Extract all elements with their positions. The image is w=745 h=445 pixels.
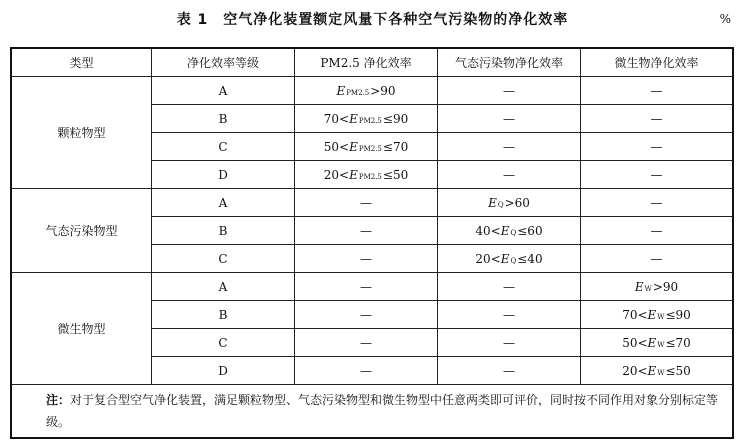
upper-bound: ≤90 [665,307,691,322]
grade-cell: A [152,77,295,105]
upper-bound: >60 [504,195,530,210]
efficiency-cell [295,245,438,273]
efficiency-cell [295,133,438,161]
dash: — [360,195,372,210]
dash: — [360,363,372,378]
unit-label: % [719,12,731,26]
dash: — [503,111,515,126]
subscript: PM2.5 [358,144,382,153]
dash: — [360,279,372,294]
subscript: Q [497,200,504,209]
dash: — [503,363,515,378]
header-gas: 气态污染物净化效率 [438,48,581,77]
symbol-e: E [647,335,657,350]
grade-cell: D [152,161,295,189]
symbol-e: E [647,363,657,378]
efficiency-cell [438,189,581,217]
efficiency-cell [581,273,734,301]
header-pm25: PM2.5 净化效率 [295,48,438,77]
grade-cell: C [152,245,295,273]
type-cell: 颗粒物型 [11,77,152,189]
grade-cell: B [152,105,295,133]
grade-cell: B [152,301,295,329]
lower-bound: 20< [323,167,350,182]
grade-cell: C [152,329,295,357]
efficiency-cell [581,161,734,189]
lower-bound: 50< [622,335,648,350]
grade-cell: C [152,133,295,161]
efficiency-cell [295,273,438,301]
upper-bound: ≤60 [517,223,543,238]
lower-bound: 20< [475,251,501,266]
dash: — [650,111,663,126]
dash: — [503,139,515,154]
symbol-e: E [634,279,644,294]
dash: — [503,307,515,322]
upper-bound: ≤70 [382,139,409,154]
header-row [11,48,733,77]
dash: — [503,167,515,182]
efficiency-cell [438,161,581,189]
dash: — [650,83,663,98]
dash: — [360,251,372,266]
efficiency-cell [581,329,734,357]
efficiency-cell [581,217,734,245]
efficiency-cell [295,77,438,105]
efficiency-cell [581,357,734,385]
header-microbe: 微生物净化效率 [581,48,734,77]
efficiency-cell [438,329,581,357]
lower-bound: 70< [622,307,648,322]
efficiency-cell [581,77,734,105]
note-cell [11,385,733,439]
grade-cell: B [152,217,295,245]
efficiency-cell [295,189,438,217]
dash: — [503,83,515,98]
dash: — [650,223,663,238]
symbol-e: E [500,251,510,266]
subscript: Q [510,256,517,265]
upper-bound: ≤90 [382,111,409,126]
dash: — [503,335,515,350]
symbol-e: E [349,139,358,154]
grade-cell: D [152,357,295,385]
upper-bound: ≤50 [382,167,409,182]
efficiency-cell [438,217,581,245]
symbol-e: E [500,223,510,238]
efficiency-cell [438,133,581,161]
upper-bound: ≤50 [665,363,691,378]
table-row [11,189,733,217]
efficiency-cell [438,273,581,301]
grade-cell: A [152,273,295,301]
efficiency-cell [438,77,581,105]
efficiency-cell [295,329,438,357]
header-type: 类型 [11,48,152,77]
efficiency-cell [581,245,734,273]
efficiency-cell [438,245,581,273]
symbol-e: E [647,307,657,322]
dash: — [650,139,663,154]
type-cell: 气态污染物型 [11,189,152,273]
efficiency-cell [581,301,734,329]
lower-bound: 20< [622,363,648,378]
table-row [11,273,733,301]
symbol-e: E [349,111,358,126]
efficiency-cell [295,301,438,329]
lower-bound: 50< [323,139,350,154]
efficiency-cell [581,133,734,161]
dash: — [650,167,663,182]
upper-bound: >90 [652,279,679,294]
symbol-e: E [336,83,346,98]
header-grade: 净化效率等级 [152,48,295,77]
dash: — [360,335,372,350]
dash: — [360,223,372,238]
efficiency-cell [295,105,438,133]
subscript: Q [510,228,517,237]
table-title: 表 1 空气净化装置额定风量下各种空气污染物的净化效率 [176,12,569,28]
note-text: 对于复合型空气净化装置，满足颗粒物型、气态污染物型和微生物型中任意两类即可评价，同时按不同作用对象分别标定等级。 [46,393,719,429]
grade-cell: A [152,189,295,217]
efficiency-cell [581,105,734,133]
type-cell: 微生物型 [11,273,152,385]
dash: — [650,251,663,266]
upper-bound: ≤40 [517,251,543,266]
subscript: PM2.5 [358,172,382,181]
efficiency-table [10,47,734,439]
subscript: W [657,340,665,349]
subscript: PM2.5 [358,116,382,125]
efficiency-cell [295,217,438,245]
subscript: PM2.5 [346,88,370,97]
dash: — [360,307,372,322]
upper-bound: >90 [370,83,396,98]
efficiency-cell [295,161,438,189]
lower-bound: 70< [323,111,350,126]
symbol-e: E [349,167,358,182]
subscript: W [657,368,665,377]
dash: — [503,279,515,294]
efficiency-cell [438,105,581,133]
note-row [11,385,733,439]
efficiency-cell [581,189,734,217]
efficiency-cell [438,301,581,329]
efficiency-cell [438,357,581,385]
table-row [11,77,733,105]
subscript: W [657,312,665,321]
note-label: 注： [46,393,71,407]
efficiency-cell [295,357,438,385]
symbol-e: E [488,195,497,210]
dash: — [650,195,663,210]
upper-bound: ≤70 [665,335,691,350]
lower-bound: 40< [475,223,501,238]
subscript: W [644,284,652,293]
